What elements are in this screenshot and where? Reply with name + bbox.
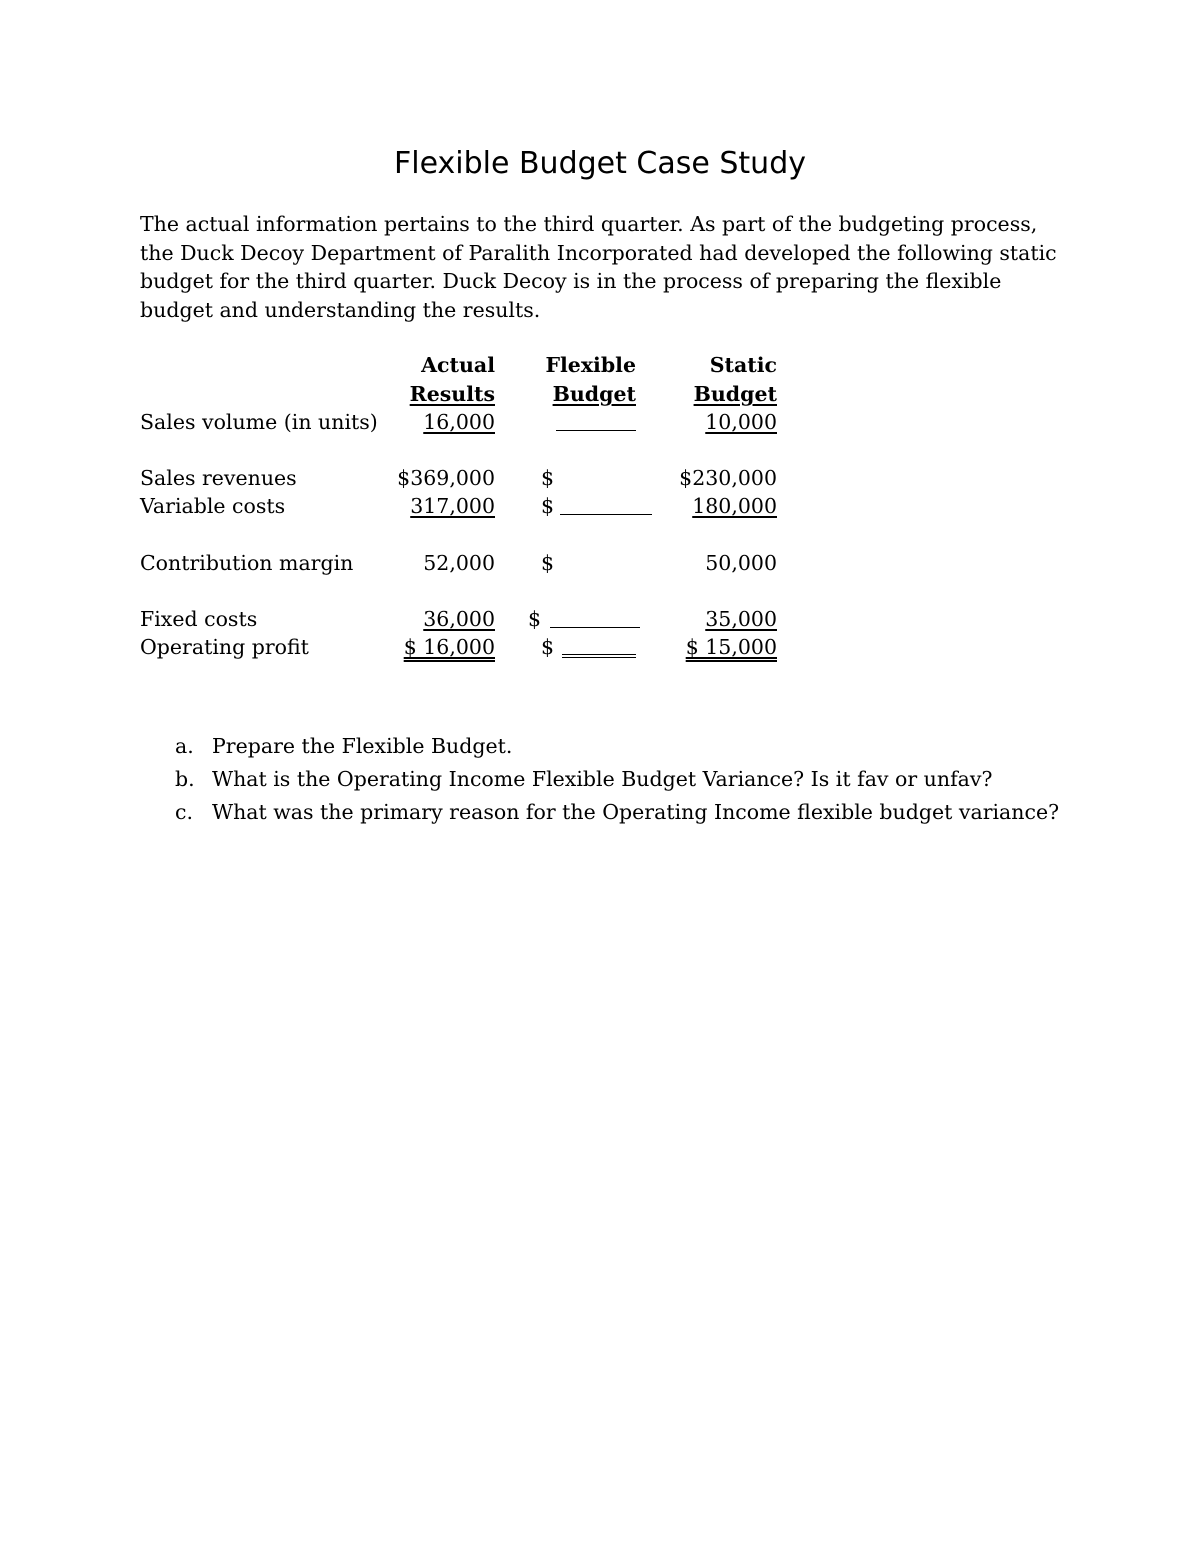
actual-contribution-margin: 52,000 xyxy=(423,551,495,575)
row-label-variable-costs: Variable costs xyxy=(140,494,286,518)
question-text: What is the Operating Income Flexible Budget Variance? Is it fav or unfav? xyxy=(212,767,993,791)
question-item xyxy=(175,730,1135,763)
flex-dollar-operating-profit: $ xyxy=(541,635,555,659)
row-label-fixed-costs: Fixed costs xyxy=(140,607,258,631)
question-list xyxy=(175,730,1135,829)
intro-line: budget for the third quarter. Duck Decoy is in the process of preparing the flexible xyxy=(140,269,1002,293)
intro-line: the Duck Decoy Department of Paralith Incorporated had developed the following static xyxy=(140,240,1057,265)
header-flexible: Flexible xyxy=(545,353,636,377)
static-contribution-margin: 50,000 xyxy=(705,551,777,575)
header-actual: Actual xyxy=(421,353,495,377)
static-variable-costs: 180,000 xyxy=(692,494,777,518)
static-sales-volume: 10,000 xyxy=(705,410,777,434)
flex-blank-variable-costs xyxy=(560,514,652,515)
question-item xyxy=(175,763,1135,796)
header-static-budget: Budget xyxy=(693,382,777,406)
header-flexible-budget: Budget xyxy=(552,382,636,406)
static-fixed-costs: 35,000 xyxy=(705,607,777,631)
row-label-operating-profit: Operating profit xyxy=(140,635,309,659)
static-operating-profit: $ 15,000 xyxy=(685,635,777,659)
budget-table xyxy=(0,0,1200,700)
question-text: Prepare the Flexible Budget. xyxy=(212,734,513,758)
flex-blank-operating-profit xyxy=(562,654,636,658)
intro-line: budget and understanding the results. xyxy=(140,297,541,322)
actual-sales-volume: 16,000 xyxy=(423,410,495,434)
question-marker: b. xyxy=(175,767,195,791)
actual-operating-profit: $ 16,000 xyxy=(403,635,495,659)
flex-blank-sales-volume xyxy=(556,430,636,431)
flex-dollar-contribution-margin: $ xyxy=(541,551,555,575)
header-results: Results xyxy=(409,382,495,406)
question-text: What was the primary reason for the Operating Income flexible budget variance? xyxy=(212,800,1060,824)
flex-dollar-fixed-costs: $ xyxy=(528,607,542,631)
question-marker: c. xyxy=(175,800,193,824)
row-label-contribution-margin: Contribution margin xyxy=(140,551,354,575)
actual-fixed-costs: 36,000 xyxy=(423,607,495,631)
flex-blank-fixed-costs xyxy=(550,627,640,628)
intro-line: The actual information pertains to the third quarter. As part of the budgeting process, xyxy=(140,212,1038,236)
row-label-sales-revenues: Sales revenues xyxy=(140,466,297,490)
static-sales-revenues: $230,000 xyxy=(679,466,777,490)
actual-sales-revenues: $369,000 xyxy=(397,466,495,490)
row-label-sales-volume: Sales volume (in units) xyxy=(140,410,378,434)
question-marker: a. xyxy=(175,734,194,758)
flex-dollar-variable-costs: $ xyxy=(541,494,555,518)
header-static: Static xyxy=(709,353,777,377)
flex-dollar-sales-revenues: $ xyxy=(541,466,555,490)
actual-variable-costs: 317,000 xyxy=(410,494,495,518)
question-item xyxy=(175,796,1135,829)
page-title: Flexible Budget Case Study xyxy=(394,146,806,181)
